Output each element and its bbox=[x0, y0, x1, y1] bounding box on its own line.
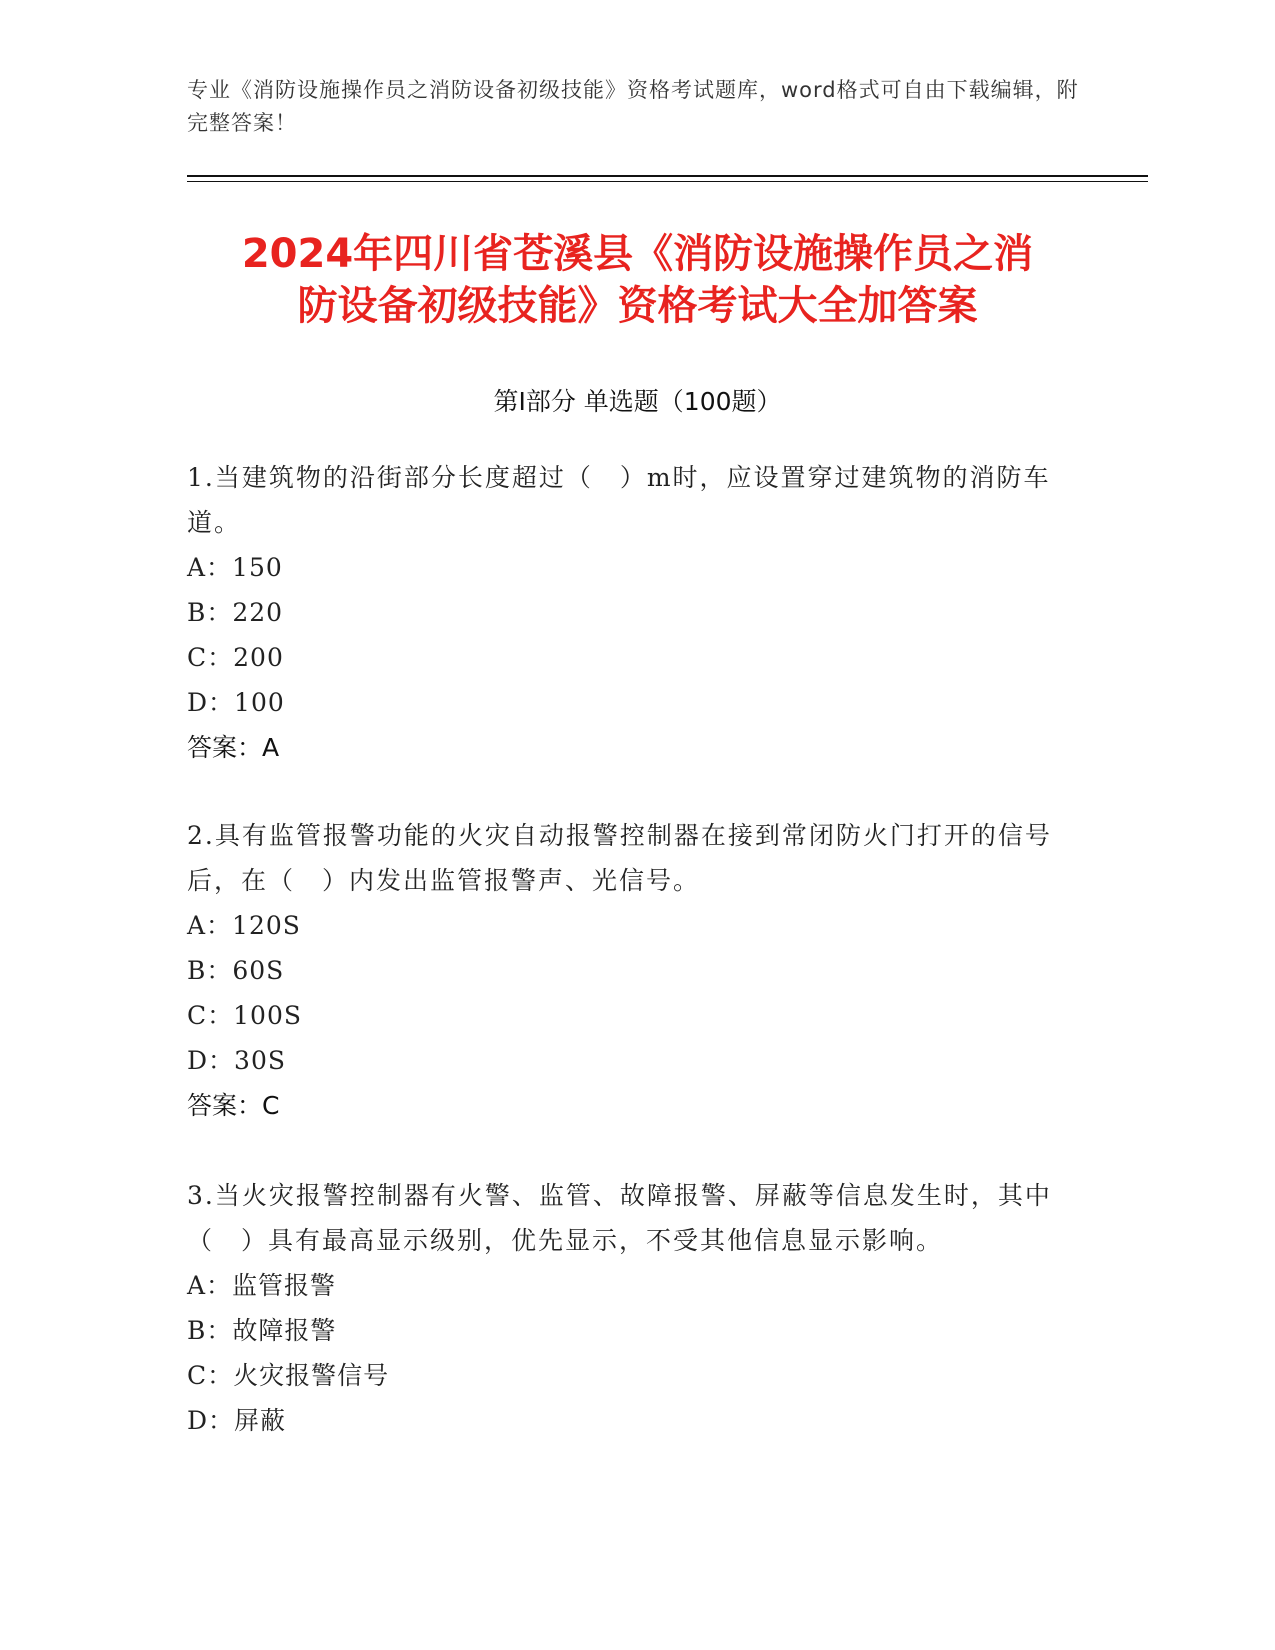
option-d: D：30S bbox=[187, 1046, 286, 1075]
option-d: D：100 bbox=[187, 688, 285, 717]
header-note: 专业《消防设施操作员之消防设备初级技能》资格考试题库，word格式可自由下载编辑，附完整答案！ bbox=[187, 78, 1079, 135]
document-title bbox=[150, 228, 1125, 332]
question-1 bbox=[187, 455, 1087, 770]
option-b: B：60S bbox=[187, 956, 285, 985]
option-a: A：120S bbox=[187, 911, 301, 940]
question-stem: 1.当建筑物的沿街部分长度超过（ ）m时，应设置穿过建筑物的消防车道。 bbox=[187, 463, 1051, 537]
document-title-line-2: 防设备初级技能》资格考试大全加答案 bbox=[297, 283, 978, 329]
option-b: B：220 bbox=[187, 598, 284, 627]
document-title-line-1: 2024年四川省苍溪县《消防设施操作员之消 bbox=[241, 231, 1034, 277]
question-2 bbox=[187, 813, 1087, 1128]
option-b: B：故障报警 bbox=[187, 1316, 337, 1345]
option-d: D：屏蔽 bbox=[187, 1406, 287, 1435]
question-stem: 3.当火灾报警控制器有火警、监管、故障报警、屏蔽等信息发生时，其中（ ）具有最高显示级别，优先显示，不受其他信息显示影响。 bbox=[187, 1181, 1052, 1255]
header-divider-thick bbox=[187, 175, 1148, 177]
answer: 答案：C bbox=[187, 1091, 280, 1120]
header-divider-thin bbox=[187, 181, 1148, 182]
option-a: A：150 bbox=[187, 553, 283, 582]
question-3 bbox=[187, 1173, 1087, 1443]
option-c: C：200 bbox=[187, 643, 284, 672]
question-stem: 2.具有监管报警功能的火灾自动报警控制器在接到常闭防火门打开的信号后，在（ ）内发出监管报警声、光信号。 bbox=[187, 821, 1052, 895]
section-heading: 第Ⅰ部分 单选题（100题） bbox=[493, 387, 782, 416]
answer: 答案：A bbox=[187, 733, 280, 762]
option-a: A：监管报警 bbox=[187, 1271, 337, 1300]
option-c: C：100S bbox=[187, 1001, 302, 1030]
option-c: C：火灾报警信号 bbox=[187, 1361, 390, 1390]
